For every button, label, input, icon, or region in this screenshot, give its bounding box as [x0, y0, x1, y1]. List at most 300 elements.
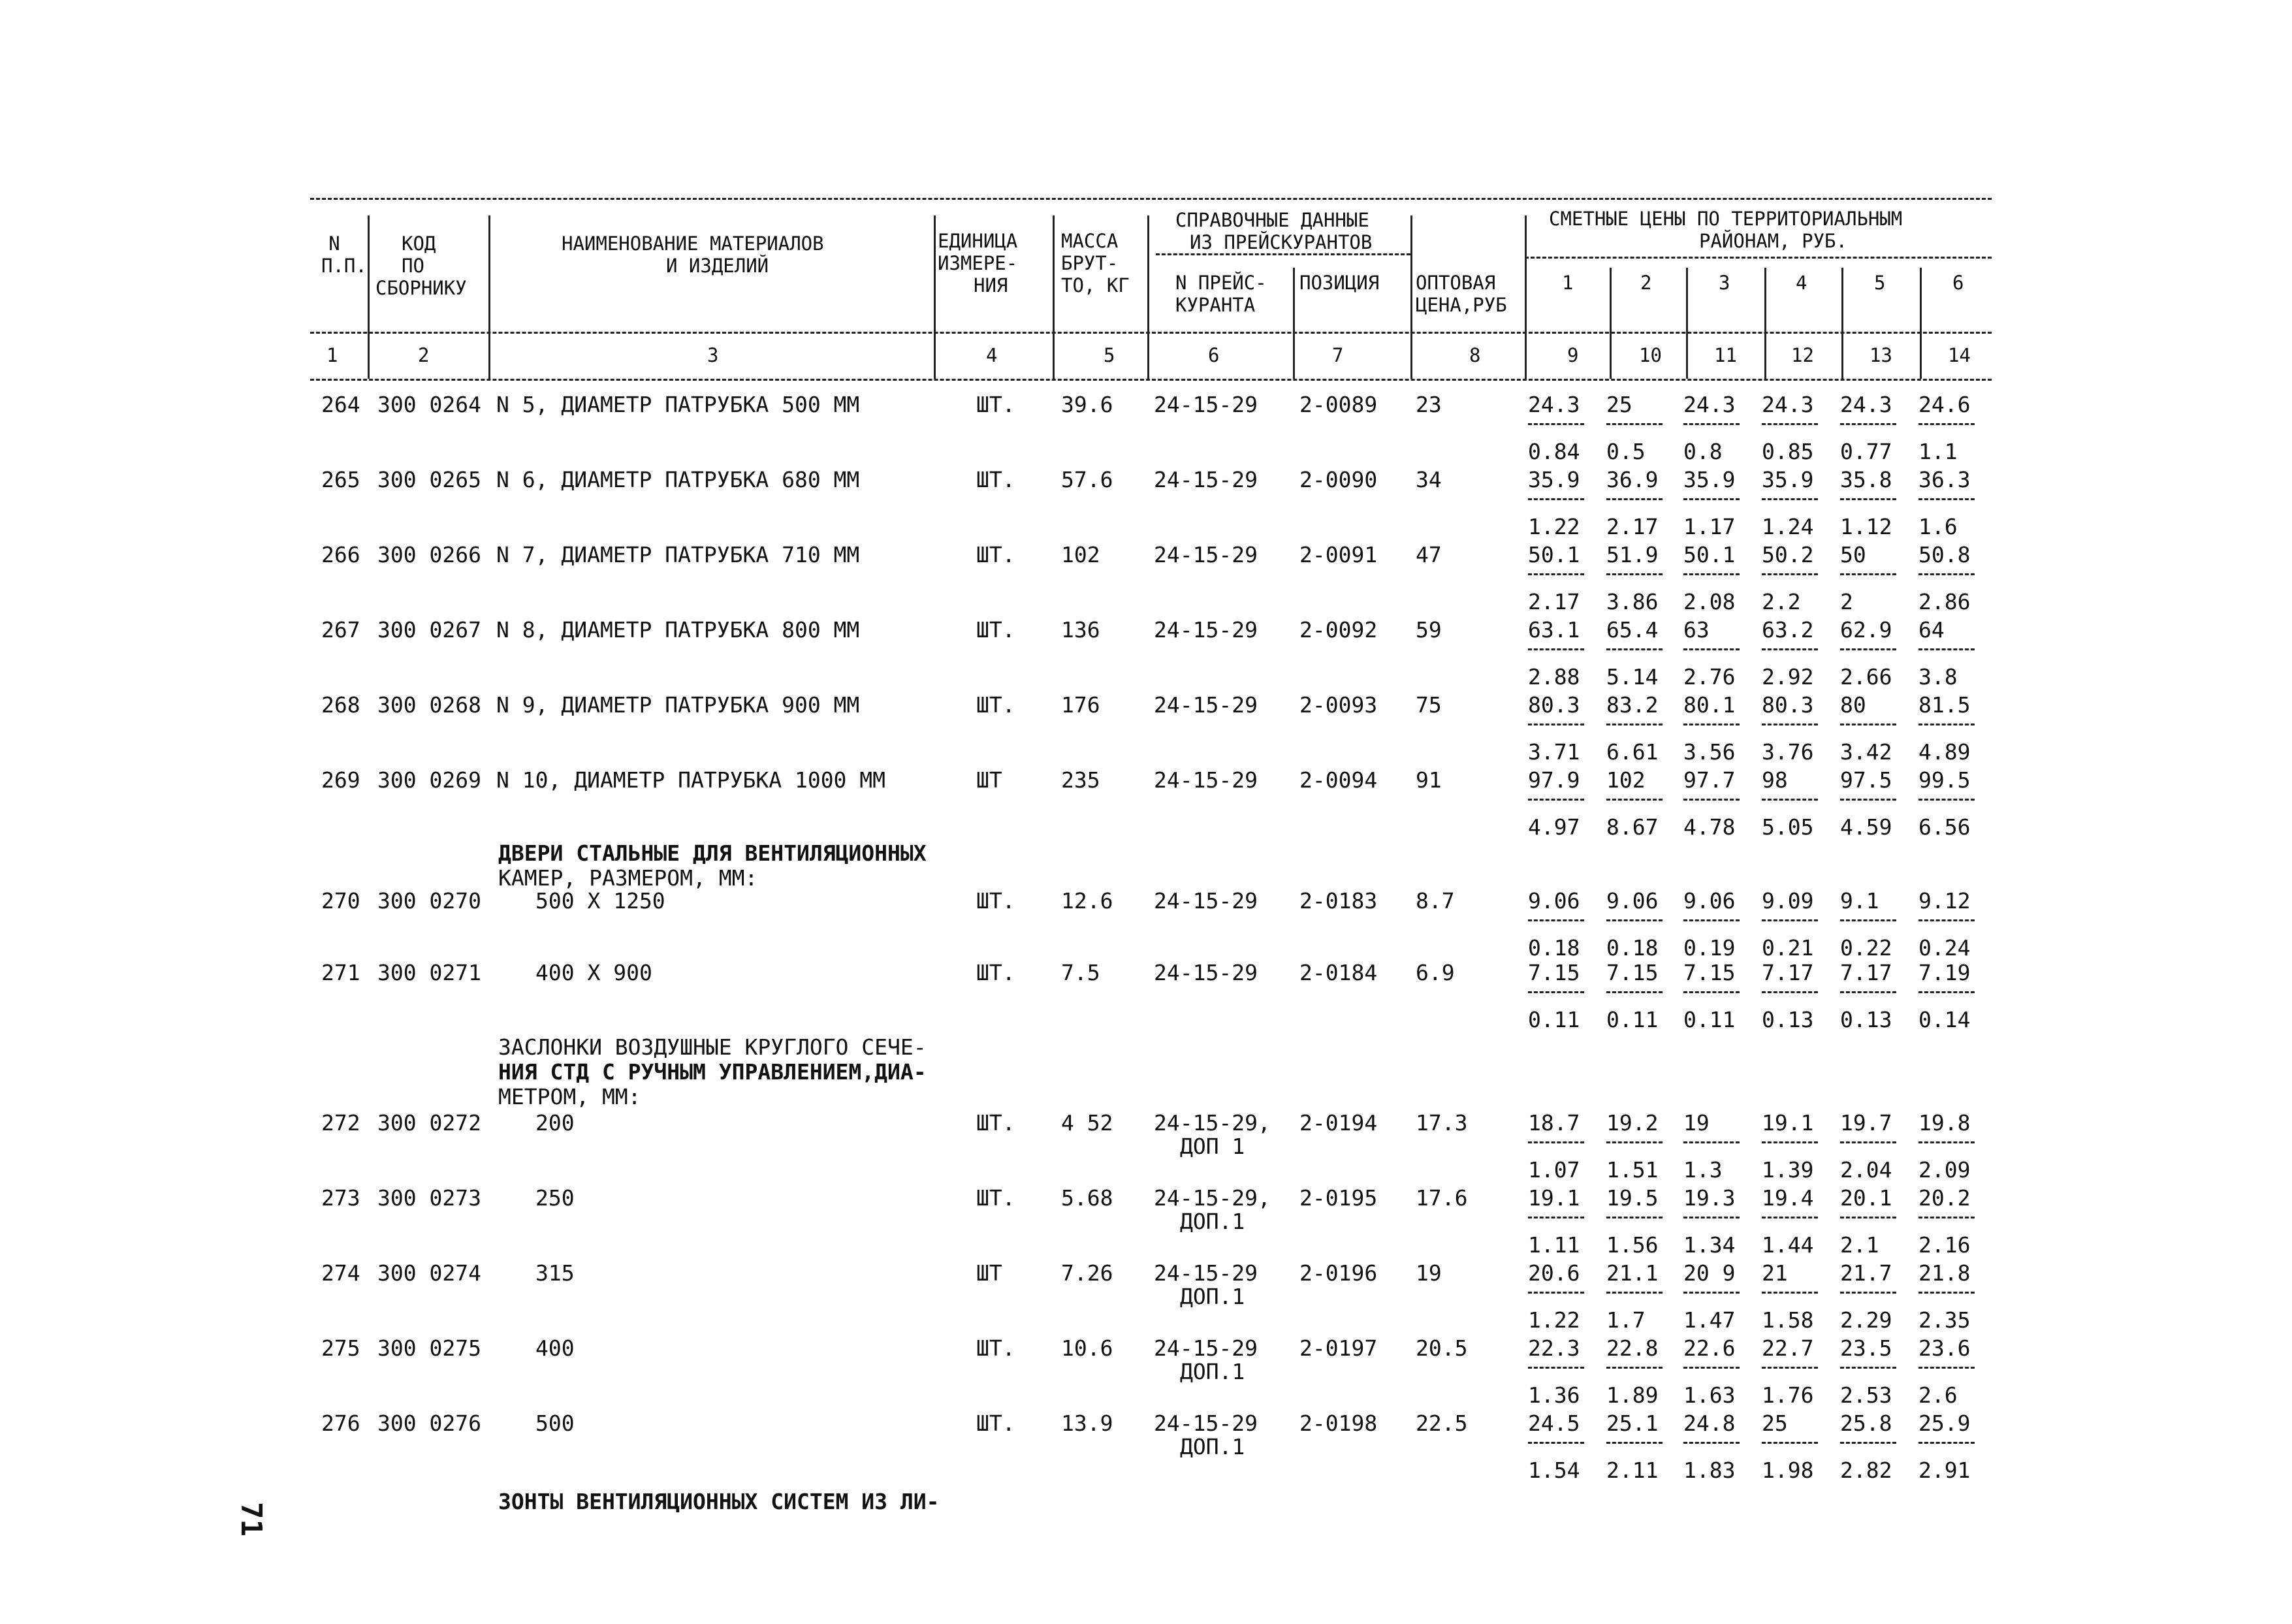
fraction-bar: [1840, 1217, 1896, 1218]
region-1-secondary: 1.22: [1528, 1307, 1580, 1333]
fraction-bar: [1528, 648, 1584, 650]
region-4-price: 7.17: [1762, 960, 1814, 985]
header-region-6: 6: [1952, 272, 1964, 294]
row-pricelist: ДОП.1: [1180, 1209, 1245, 1234]
header-col1-line1: N: [328, 232, 340, 255]
header-col5-line3: ТО, КГ: [1061, 274, 1130, 296]
region-3-price: 63: [1683, 617, 1710, 643]
fraction-bar: [1918, 498, 1975, 500]
region-3-price: 7.15: [1683, 960, 1736, 985]
region-3-price: 24.3: [1683, 392, 1736, 417]
row-wholesale-price: 75: [1416, 692, 1442, 718]
row-wholesale-price: 34: [1416, 467, 1442, 492]
region-5-price: 50: [1840, 542, 1866, 567]
fraction-bar: [1683, 799, 1740, 801]
row-unit: ШТ.: [976, 467, 1015, 492]
row-unit: ШТ.: [976, 1410, 1015, 1436]
row-unit: ШТ.: [976, 692, 1015, 718]
row-name: 315: [535, 1260, 575, 1286]
colnum-11: 11: [1714, 344, 1737, 366]
header-price-group-line2: РАЙОНАМ, РУБ.: [1699, 230, 1847, 252]
fraction-bar: [1528, 1292, 1584, 1294]
row-wholesale-price: 19: [1416, 1260, 1442, 1286]
fraction-bar: [1683, 1217, 1740, 1218]
row-pricelist: 24-15-29: [1154, 1335, 1258, 1361]
row-number: 276: [321, 1410, 360, 1436]
region-3-price: 19.3: [1683, 1185, 1736, 1211]
row-mass: 5.68: [1061, 1185, 1113, 1211]
row-position: 2-0094: [1299, 767, 1378, 793]
row-wholesale-price: 59: [1416, 617, 1442, 643]
region-3-secondary: 0.19: [1683, 935, 1736, 961]
row-wholesale-price: 22.5: [1416, 1410, 1468, 1436]
region-1-secondary: 1.22: [1528, 514, 1580, 539]
page-number: 71: [234, 1502, 268, 1536]
section-dampers-line1: ЗАСЛОНКИ ВОЗДУШНЫЕ КРУГЛОГО СЕЧЕ-: [498, 1034, 927, 1060]
fraction-bar: [1762, 1292, 1818, 1294]
fraction-bar: [1918, 919, 1975, 921]
row-wholesale-price: 23: [1416, 392, 1442, 417]
section-doors-line1: ДВЕРИ СТАЛЬНЫЕ ДЛЯ ВЕНТИЛЯЦИОННЫХ: [498, 840, 927, 866]
section-dampers-line2: НИЯ СТД С РУЧНЫМ УПРАВЛЕНИЕМ,ДИА-: [498, 1059, 927, 1085]
section-dampers: [498, 1035, 927, 1109]
colnum-9: 9: [1567, 344, 1579, 366]
fraction-bar: [1528, 799, 1584, 801]
region-6-secondary: 1.6: [1918, 514, 1958, 539]
region-2-secondary: 2.17: [1606, 514, 1659, 539]
fraction-bar: [1840, 919, 1896, 921]
fraction-bar: [1683, 1141, 1740, 1143]
region-2-price: 36.9: [1606, 467, 1659, 492]
region-5-price: 97.5: [1840, 767, 1892, 793]
region-2-price: 25.1: [1606, 1410, 1659, 1436]
region-4-price: 63.2: [1762, 617, 1814, 643]
region-6-secondary: 2.35: [1918, 1307, 1971, 1333]
row-pricelist: 24-15-29: [1154, 888, 1258, 914]
region-1-price: 24.5: [1528, 1410, 1580, 1436]
region-1-price: 7.15: [1528, 960, 1580, 985]
region-1-secondary: 4.97: [1528, 814, 1580, 840]
region-6-price: 20.2: [1918, 1185, 1971, 1211]
row-pricelist: 24-15-29: [1154, 960, 1258, 985]
fraction-bar: [1528, 991, 1584, 993]
region-5-price: 25.8: [1840, 1410, 1892, 1436]
region-2-price: 25: [1606, 392, 1632, 417]
fraction-bar: [1606, 1292, 1663, 1294]
region-4-secondary: 5.05: [1762, 814, 1814, 840]
region-2-price: 9.06: [1606, 888, 1659, 914]
region-1-secondary: 1.07: [1528, 1157, 1580, 1183]
region-1-secondary: 1.11: [1528, 1232, 1580, 1258]
colnum-4: 4: [986, 344, 998, 366]
row-pricelist: 24-15-29: [1154, 1260, 1258, 1286]
region-4-secondary: 0.21: [1762, 935, 1814, 961]
row-code: 300 0274: [377, 1260, 481, 1286]
row-code: 300 0273: [377, 1185, 481, 1211]
fraction-bar: [1683, 1367, 1740, 1369]
fraction-bar: [1840, 1367, 1896, 1369]
region-5-secondary: 4.59: [1840, 814, 1892, 840]
region-2-secondary: 1.56: [1606, 1232, 1659, 1258]
region-5-price: 19.7: [1840, 1110, 1892, 1136]
header-region-4: 4: [1796, 272, 1807, 294]
region-6-price: 36.3: [1918, 467, 1971, 492]
region-5-secondary: 2: [1840, 589, 1853, 614]
region-6-secondary: 2.86: [1918, 589, 1971, 614]
row-unit: ШТ.: [976, 888, 1015, 914]
region-2-secondary: 5.14: [1606, 664, 1659, 690]
region-3-secondary: 1.83: [1683, 1457, 1736, 1483]
fraction-bar: [1528, 724, 1584, 725]
region-3-price: 9.06: [1683, 888, 1736, 914]
fraction-bar: [1683, 724, 1740, 725]
region-4-secondary: 2.2: [1762, 589, 1801, 614]
row-number: 267: [321, 617, 360, 643]
region-5-price: 23.5: [1840, 1335, 1892, 1361]
region-4-secondary: 2.92: [1762, 664, 1814, 690]
row-name: 500 Х 1250: [535, 888, 665, 914]
row-mass: 136: [1061, 617, 1100, 643]
row-mass: 13.9: [1061, 1410, 1113, 1436]
row-number: 265: [321, 467, 360, 492]
fraction-bar: [1528, 573, 1584, 575]
region-4-secondary: 1.58: [1762, 1307, 1814, 1333]
fraction-bar: [1762, 1442, 1818, 1444]
row-pricelist: 24-15-29: [1154, 1410, 1258, 1436]
row-code: 300 0271: [377, 960, 481, 985]
header-col8-line2: ЦЕНА,РУБ: [1416, 294, 1507, 316]
fraction-bar: [1918, 991, 1975, 993]
fraction-bar: [1918, 1292, 1975, 1294]
fraction-bar: [1840, 423, 1896, 425]
row-pricelist: ДОП.1: [1180, 1284, 1245, 1309]
row-mass: 7.26: [1061, 1260, 1113, 1286]
colnum-10: 10: [1639, 344, 1662, 366]
region-6-secondary: 2.16: [1918, 1232, 1971, 1258]
region-4-price: 35.9: [1762, 467, 1814, 492]
row-position: 2-0198: [1299, 1410, 1378, 1436]
region-6-secondary: 2.91: [1918, 1457, 1971, 1483]
fraction-bar: [1762, 1217, 1818, 1218]
fraction-bar: [1762, 573, 1818, 575]
region-4-secondary: 1.39: [1762, 1157, 1814, 1183]
row-wholesale-price: 17.3: [1416, 1110, 1468, 1136]
row-wholesale-price: 17.6: [1416, 1185, 1468, 1211]
region-5-price: 62.9: [1840, 617, 1892, 643]
region-3-secondary: 2.76: [1683, 664, 1736, 690]
row-code: 300 0265: [377, 467, 481, 492]
row-pricelist: ДОП.1: [1180, 1359, 1245, 1384]
region-3-price: 20 9: [1683, 1260, 1736, 1286]
fraction-bar: [1528, 1141, 1584, 1143]
fraction-bar: [1606, 498, 1663, 500]
colnum-1: 1: [326, 344, 338, 366]
region-2-secondary: 0.18: [1606, 935, 1659, 961]
row-position: 2-0183: [1299, 888, 1378, 914]
region-2-secondary: 1.51: [1606, 1157, 1659, 1183]
region-5-secondary: 3.42: [1840, 739, 1892, 765]
region-4-price: 21: [1762, 1260, 1788, 1286]
region-6-price: 21.8: [1918, 1260, 1971, 1286]
header-col4-line1: ЕДИНИЦА: [938, 230, 1018, 252]
fraction-bar: [1606, 919, 1663, 921]
region-1-price: 35.9: [1528, 467, 1580, 492]
region-3-price: 22.6: [1683, 1335, 1736, 1361]
region-6-secondary: 0.14: [1918, 1007, 1971, 1032]
region-5-secondary: 2.1: [1840, 1232, 1879, 1258]
fraction-bar: [1606, 648, 1663, 650]
region-4-price: 25: [1762, 1410, 1788, 1436]
fraction-bar: [1918, 423, 1975, 425]
row-code: 300 0276: [377, 1410, 481, 1436]
row-unit: ШТ.: [976, 542, 1015, 567]
row-number: 272: [321, 1110, 360, 1136]
fraction-bar: [1683, 648, 1740, 650]
region-5-price: 20.1: [1840, 1185, 1892, 1211]
row-mass: 176: [1061, 692, 1100, 718]
row-code: 300 0266: [377, 542, 481, 567]
region-1-secondary: 1.54: [1528, 1457, 1580, 1483]
colnum-12: 12: [1791, 344, 1814, 366]
fraction-bar: [1683, 498, 1740, 500]
fraction-bar: [1840, 573, 1896, 575]
region-3-price: 24.8: [1683, 1410, 1736, 1436]
colnum-13: 13: [1870, 344, 1892, 366]
region-6-secondary: 6.56: [1918, 814, 1971, 840]
region-3-price: 80.1: [1683, 692, 1736, 718]
region-3-secondary: 1.63: [1683, 1382, 1736, 1408]
row-wholesale-price: 8.7: [1416, 888, 1455, 914]
row-name: 400: [535, 1335, 575, 1361]
row-name: N 5, ДИАМЕТР ПАТРУБКА 500 ММ: [496, 392, 860, 417]
fraction-bar: [1606, 1367, 1663, 1369]
header-col2-line2: ПО: [402, 255, 424, 277]
region-5-secondary: 0.22: [1840, 935, 1892, 961]
region-1-price: 24.3: [1528, 392, 1580, 417]
fraction-bar: [1762, 724, 1818, 725]
row-pricelist: 24-15-29: [1154, 392, 1258, 417]
region-3-price: 35.9: [1683, 467, 1736, 492]
fraction-bar: [1918, 648, 1975, 650]
fraction-bar: [1528, 1367, 1584, 1369]
header-ref-group-line1: СПРАВОЧНЫЕ ДАННЫЕ: [1175, 209, 1369, 231]
header-col3-line1: НАИМЕНОВАНИЕ МАТЕРИАЛОВ: [562, 232, 824, 255]
region-3-secondary: 1.17: [1683, 514, 1736, 539]
row-name: 250: [535, 1185, 575, 1211]
fraction-bar: [1683, 423, 1740, 425]
row-name: N 9, ДИАМЕТР ПАТРУБКА 900 ММ: [496, 692, 860, 718]
region-1-secondary: 3.71: [1528, 739, 1580, 765]
region-4-price: 50.2: [1762, 542, 1814, 567]
row-number: 264: [321, 392, 360, 417]
region-3-secondary: 2.08: [1683, 589, 1736, 614]
row-name: N 10, ДИАМЕТР ПАТРУБКА 1000 ММ: [496, 767, 886, 793]
fraction-bar: [1762, 498, 1818, 500]
row-number: 274: [321, 1260, 360, 1286]
row-unit: ШТ.: [976, 1110, 1015, 1136]
region-6-price: 25.9: [1918, 1410, 1971, 1436]
region-5-secondary: 0.77: [1840, 439, 1892, 464]
region-2-secondary: 8.67: [1606, 814, 1659, 840]
region-3-secondary: 4.78: [1683, 814, 1736, 840]
row-wholesale-price: 91: [1416, 767, 1442, 793]
region-6-secondary: 4.89: [1918, 739, 1971, 765]
region-5-price: 24.3: [1840, 392, 1892, 417]
region-5-secondary: 2.04: [1840, 1157, 1892, 1183]
row-code: 300 0264: [377, 392, 481, 417]
region-4-secondary: 1.44: [1762, 1232, 1814, 1258]
row-unit: ШТ: [976, 767, 1002, 793]
fraction-bar: [1762, 1367, 1818, 1369]
fraction-bar: [1762, 648, 1818, 650]
row-pricelist: 24-15-29,: [1154, 1110, 1271, 1136]
region-6-price: 99.5: [1918, 767, 1971, 793]
colnum-8: 8: [1469, 344, 1481, 366]
region-6-price: 9.12: [1918, 888, 1971, 914]
region-3-secondary: 0.11: [1683, 1007, 1736, 1032]
region-5-price: 80: [1840, 692, 1866, 718]
region-4-price: 98: [1762, 767, 1788, 793]
region-3-secondary: 3.56: [1683, 739, 1736, 765]
region-6-secondary: 2.6: [1918, 1382, 1958, 1408]
region-1-price: 18.7: [1528, 1110, 1580, 1136]
region-6-secondary: 0.24: [1918, 935, 1971, 961]
row-number: 270: [321, 888, 360, 914]
fraction-bar: [1683, 991, 1740, 993]
colnum-7: 7: [1332, 344, 1344, 366]
region-3-secondary: 1.3: [1683, 1157, 1723, 1183]
colnum-5: 5: [1104, 344, 1115, 366]
region-1-price: 9.06: [1528, 888, 1580, 914]
row-position: 2-0196: [1299, 1260, 1378, 1286]
fraction-bar: [1918, 1442, 1975, 1444]
region-6-secondary: 1.1: [1918, 439, 1958, 464]
header-col8-line1: ОПТОВАЯ: [1416, 272, 1496, 294]
header-col1-line2: П.П.: [321, 255, 367, 277]
region-5-secondary: 1.12: [1840, 514, 1892, 539]
region-6-price: 50.8: [1918, 542, 1971, 567]
region-2-price: 83.2: [1606, 692, 1659, 718]
region-5-secondary: 2.29: [1840, 1307, 1892, 1333]
fraction-bar: [1606, 573, 1663, 575]
row-pricelist: 24-15-29,: [1154, 1185, 1271, 1211]
row-unit: ШТ.: [976, 617, 1015, 643]
row-mass: 235: [1061, 767, 1100, 793]
row-code: 300 0272: [377, 1110, 481, 1136]
region-5-secondary: 2.82: [1840, 1457, 1892, 1483]
header-col4-line3: НИЯ: [974, 274, 1008, 296]
region-4-price: 19.4: [1762, 1185, 1814, 1211]
region-1-secondary: 1.36: [1528, 1382, 1580, 1408]
fraction-bar: [1918, 1367, 1975, 1369]
header-col5-line2: БРУТ-: [1061, 252, 1119, 274]
row-pricelist: 24-15-29: [1154, 767, 1258, 793]
region-2-secondary: 3.86: [1606, 589, 1659, 614]
region-2-price: 19.2: [1606, 1110, 1659, 1136]
fraction-bar: [1918, 799, 1975, 801]
fraction-bar: [1528, 1442, 1584, 1444]
header-col7-line1: ПОЗИЦИЯ: [1299, 272, 1380, 294]
row-mass: 102: [1061, 542, 1100, 567]
fraction-bar: [1606, 423, 1663, 425]
region-6-price: 19.8: [1918, 1110, 1971, 1136]
fraction-bar: [1840, 1292, 1896, 1294]
row-name: 400 Х 900: [535, 960, 652, 985]
fraction-bar: [1606, 1442, 1663, 1444]
region-6-secondary: 3.8: [1918, 664, 1958, 690]
fraction-bar: [1606, 1217, 1663, 1218]
region-6-secondary: 2.09: [1918, 1157, 1971, 1183]
fraction-bar: [1606, 724, 1663, 725]
region-4-secondary: 1.98: [1762, 1457, 1814, 1483]
region-5-price: 7.17: [1840, 960, 1892, 985]
fraction-bar: [1840, 498, 1896, 500]
row-wholesale-price: 6.9: [1416, 960, 1455, 985]
fraction-bar: [1840, 799, 1896, 801]
colnum-14: 14: [1948, 344, 1971, 366]
region-2-secondary: 6.61: [1606, 739, 1659, 765]
region-4-price: 19.1: [1762, 1110, 1814, 1136]
row-code: 300 0275: [377, 1335, 481, 1361]
colnum-6: 6: [1208, 344, 1220, 366]
fraction-bar: [1762, 991, 1818, 993]
row-name: 500: [535, 1410, 575, 1436]
fraction-bar: [1918, 1217, 1975, 1218]
region-1-secondary: 2.17: [1528, 589, 1580, 614]
header-col6-line2: КУРАНТА: [1175, 294, 1256, 316]
row-position: 2-0091: [1299, 542, 1378, 567]
region-5-secondary: 2.53: [1840, 1382, 1892, 1408]
fraction-bar: [1762, 799, 1818, 801]
region-1-secondary: 0.84: [1528, 439, 1580, 464]
row-unit: ШТ.: [976, 960, 1015, 985]
header-col5-line1: МАССА: [1061, 230, 1119, 252]
fraction-bar: [1683, 919, 1740, 921]
row-code: 300 0267: [377, 617, 481, 643]
region-2-secondary: 1.89: [1606, 1382, 1659, 1408]
region-2-price: 65.4: [1606, 617, 1659, 643]
region-2-price: 102: [1606, 767, 1646, 793]
fraction-bar: [1840, 648, 1896, 650]
region-1-secondary: 0.18: [1528, 935, 1580, 961]
region-2-secondary: 1.7: [1606, 1307, 1646, 1333]
fraction-bar: [1840, 1141, 1896, 1143]
fraction-bar: [1528, 423, 1584, 425]
row-code: 300 0268: [377, 692, 481, 718]
row-position: 2-0090: [1299, 467, 1378, 492]
fraction-bar: [1606, 799, 1663, 801]
region-1-price: 20.6: [1528, 1260, 1580, 1286]
fraction-bar: [1762, 423, 1818, 425]
row-wholesale-price: 47: [1416, 542, 1442, 567]
region-5-price: 35.8: [1840, 467, 1892, 492]
row-pricelist: 24-15-29: [1154, 692, 1258, 718]
row-position: 2-0195: [1299, 1185, 1378, 1211]
region-2-secondary: 2.11: [1606, 1457, 1659, 1483]
fraction-bar: [1683, 573, 1740, 575]
region-4-secondary: 1.24: [1762, 514, 1814, 539]
row-name: 200: [535, 1110, 575, 1136]
fraction-bar: [1840, 991, 1896, 993]
header-ref-group-line2: ИЗ ПРЕЙСКУРАНТОВ: [1190, 231, 1373, 253]
fraction-bar: [1918, 1141, 1975, 1143]
region-1-price: 22.3: [1528, 1335, 1580, 1361]
region-5-price: 9.1: [1840, 888, 1879, 914]
region-4-price: 22.7: [1762, 1335, 1814, 1361]
region-6-price: 23.6: [1918, 1335, 1971, 1361]
fraction-bar: [1683, 1292, 1740, 1294]
colnum-3: 3: [707, 344, 719, 366]
